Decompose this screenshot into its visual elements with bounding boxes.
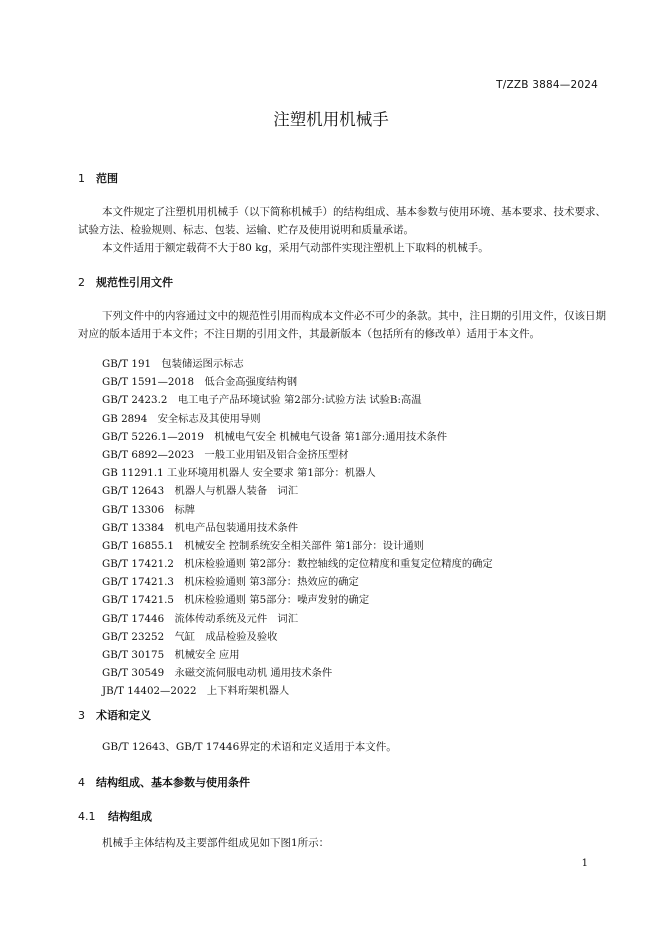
reference-item: GB/T 17421.2 机床检验通则 第2部分：数控轴线的定位精度和重复定位精度的确定 [102, 558, 493, 571]
reference-item: GB/T 23252 气缸 成品检验及验收 [102, 630, 278, 643]
document-title: 注塑机用机械手 [273, 110, 389, 129]
section-1-heading [78, 170, 118, 186]
scope-paragraph-1: 本文件规定了注塑机用机械手（以下简称机械手）的结构组成、基本参数与使用环境、基本要求、技术要求、试验方法、检验规则、标志、包装、运输、贮存及使用说明和质量承诺。 [78, 206, 606, 237]
reference-item: GB/T 12643 机器人与机器人装备 词汇 [102, 485, 299, 498]
reference-item: GB/T 30175 机械安全 应用 [102, 649, 240, 661]
section-number: 2 [78, 276, 85, 289]
reference-list [102, 355, 493, 701]
reference-item: GB/T 16855.1 机械安全 控制系统安全相关部件 第1部分：设计通则 [102, 539, 424, 552]
scope-paragraph-2: 本文件适用于额定载荷不大于80 kg，采用气动部件实现注塑机上下取料的机械手。 [102, 242, 489, 254]
reference-item: JB/T 14402—2022 上下料珩架机器人 [102, 685, 290, 698]
section-2-heading [78, 274, 173, 290]
subsection-number: 4.1 [78, 810, 96, 823]
section-3-heading [78, 707, 151, 723]
standard-code: T/ZZB 3884—2024 [496, 79, 598, 91]
reference-item: GB/T 13306 标牌 [102, 503, 196, 516]
reference-item: GB/T 17446 流体传动系统及元件 词汇 [102, 612, 299, 625]
reference-item: GB/T 17421.3 机床检验通则 第3部分：热效应的确定 [102, 576, 359, 589]
reference-item: GB/T 2423.2 电工电子产品环境试验 第2部分:试验方法 试验B:高温 [102, 394, 422, 407]
normative-refs-intro: 下列文件中的内容通过文中的规范性引用而构成本文件必不可少的条款。其中，注日期的引用文件，仅该日期对应的版本适用于本文件；不注日期的引用文件，其最新版本（包括所有的修改单）适用于本文件。 [78, 310, 606, 341]
reference-item: GB/T 6892—2023 一般工业用铝及铝合金挤压型材 [102, 448, 349, 461]
structure-paragraph: 机械手主体结构及主要部件组成见如下图1所示： [102, 837, 330, 849]
section-4-heading [78, 774, 250, 790]
reference-item: GB/T 1591—2018 低合金高强度结构钢 [102, 376, 298, 389]
page-number: 1 [581, 858, 588, 869]
reference-item: GB 2894 安全标志及其使用导则 [102, 412, 261, 425]
section-title: 规范性引用文件 [96, 276, 173, 289]
reference-item: GB/T 13384 机电产品包装通用技术条件 [102, 521, 299, 534]
reference-item: GB/T 17421.5 机床检验通则 第5部分：噪声发射的确定 [102, 594, 370, 607]
reference-item: GB/T 5226.1—2019 机械电气安全 机械电气设备 第1部分:通用技术条件 [102, 430, 448, 443]
section-number: 3 [78, 709, 85, 722]
subsection-4-1-heading [78, 808, 152, 824]
subsection-title: 结构组成 [108, 810, 152, 823]
terms-paragraph: GB/T 12643、GB/T 17446界定的术语和定义适用于本文件。 [102, 741, 397, 753]
section-title: 术语和定义 [96, 709, 151, 722]
section-title: 结构组成、基本参数与使用条件 [96, 776, 250, 789]
section-number: 1 [78, 172, 85, 185]
reference-item: GB/T 191 包装储运图示标志 [102, 358, 244, 370]
section-number: 4 [78, 776, 85, 789]
reference-item: GB 11291.1 工业环境用机器人 安全要求 第1部分：机器人 [102, 467, 376, 480]
reference-item: GB/T 30549 永磁交流伺服电动机 通用技术条件 [102, 667, 333, 680]
section-title: 范围 [96, 172, 118, 185]
